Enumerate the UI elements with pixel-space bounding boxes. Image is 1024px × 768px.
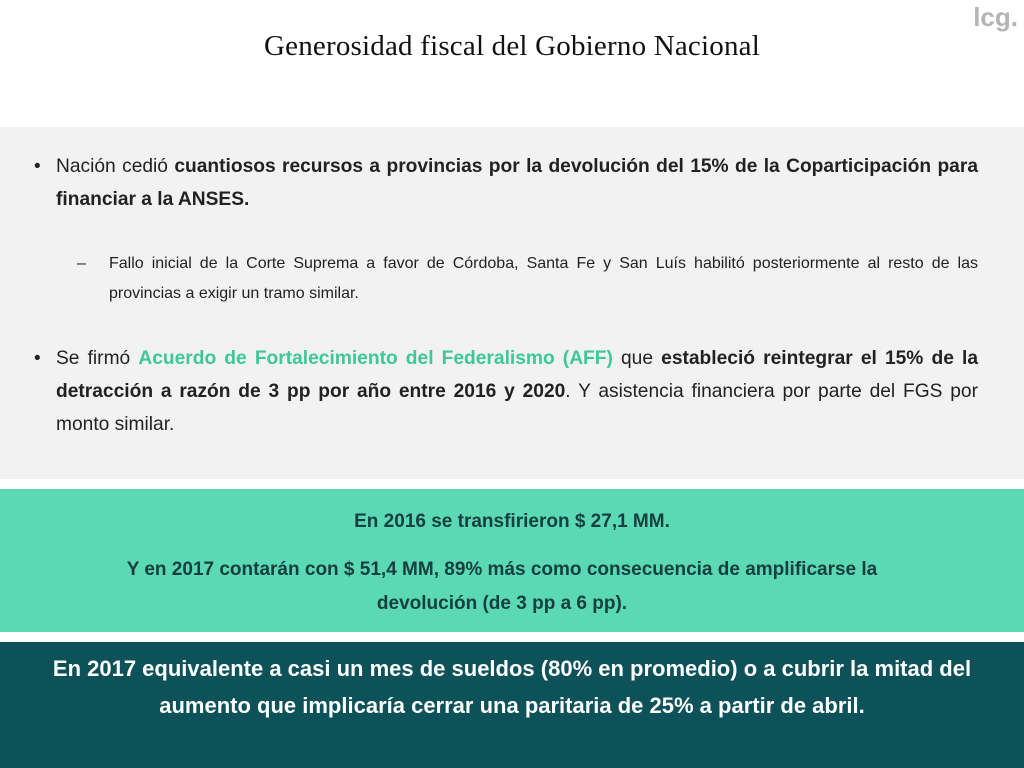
transfers-2017-text: Y en 2017 contarán con $ 51,4 MM, 89% más como consecuencia de amplificarse la devolución (de 3 pp a 6 pp). (126, 559, 878, 614)
sub-bullet-item (77, 249, 978, 309)
bullet-text-part: Nación cedió (56, 156, 175, 177)
sub-bullet-marker: – (77, 255, 86, 272)
bullet-marker: • (34, 156, 41, 177)
bullet-text-part: que (612, 348, 662, 369)
transfers-2016-text: En 2016 se transfirieron $ 27,1 MM. (354, 511, 670, 532)
conclusion-text: En 2017 equivalente a casi un mes de sueldos (80% en promedio) o a cubrir la mitad del aumento que implicaría cerrar una paritaria de 25% a partir de abril. (52, 656, 972, 718)
bullet-item (34, 150, 978, 216)
bullet-text (56, 342, 978, 441)
sub-bullet-text: Fallo inicial de la Corte Suprema a favor de Córdoba, Santa Fe y San Luís habilitó posteriormente al resto de las provincias a exigir un tramo similar. (109, 255, 978, 302)
bullet-text-part: Se firmó (56, 348, 139, 369)
company-logo: lcg. (973, 2, 1018, 32)
bullet-text-emphasis: cuantiosos recursos a provincias por la devolución del 15% de la Coparticipación para financiar a la ANSES. (56, 156, 978, 210)
bullet-text-part: . Y asistencia financiera por parte del FGS por monto similar. (56, 381, 978, 435)
bullet-text (56, 150, 978, 216)
slide-title: Generosidad fiscal del Gobierno Nacional (264, 30, 760, 62)
bullet-text-emphasis: estableció reintegrar el 15% de la detracción a razón de 3 pp por año entre 2016 y 2020 (56, 348, 978, 402)
conclusion-box (0, 642, 1024, 768)
bullet-item (34, 342, 978, 441)
transfers-highlight-box (0, 489, 1024, 632)
aff-highlight: Acuerdo de Fortalecimiento del Federalismo (AFF) (138, 348, 613, 369)
bullet-marker: • (34, 348, 41, 369)
